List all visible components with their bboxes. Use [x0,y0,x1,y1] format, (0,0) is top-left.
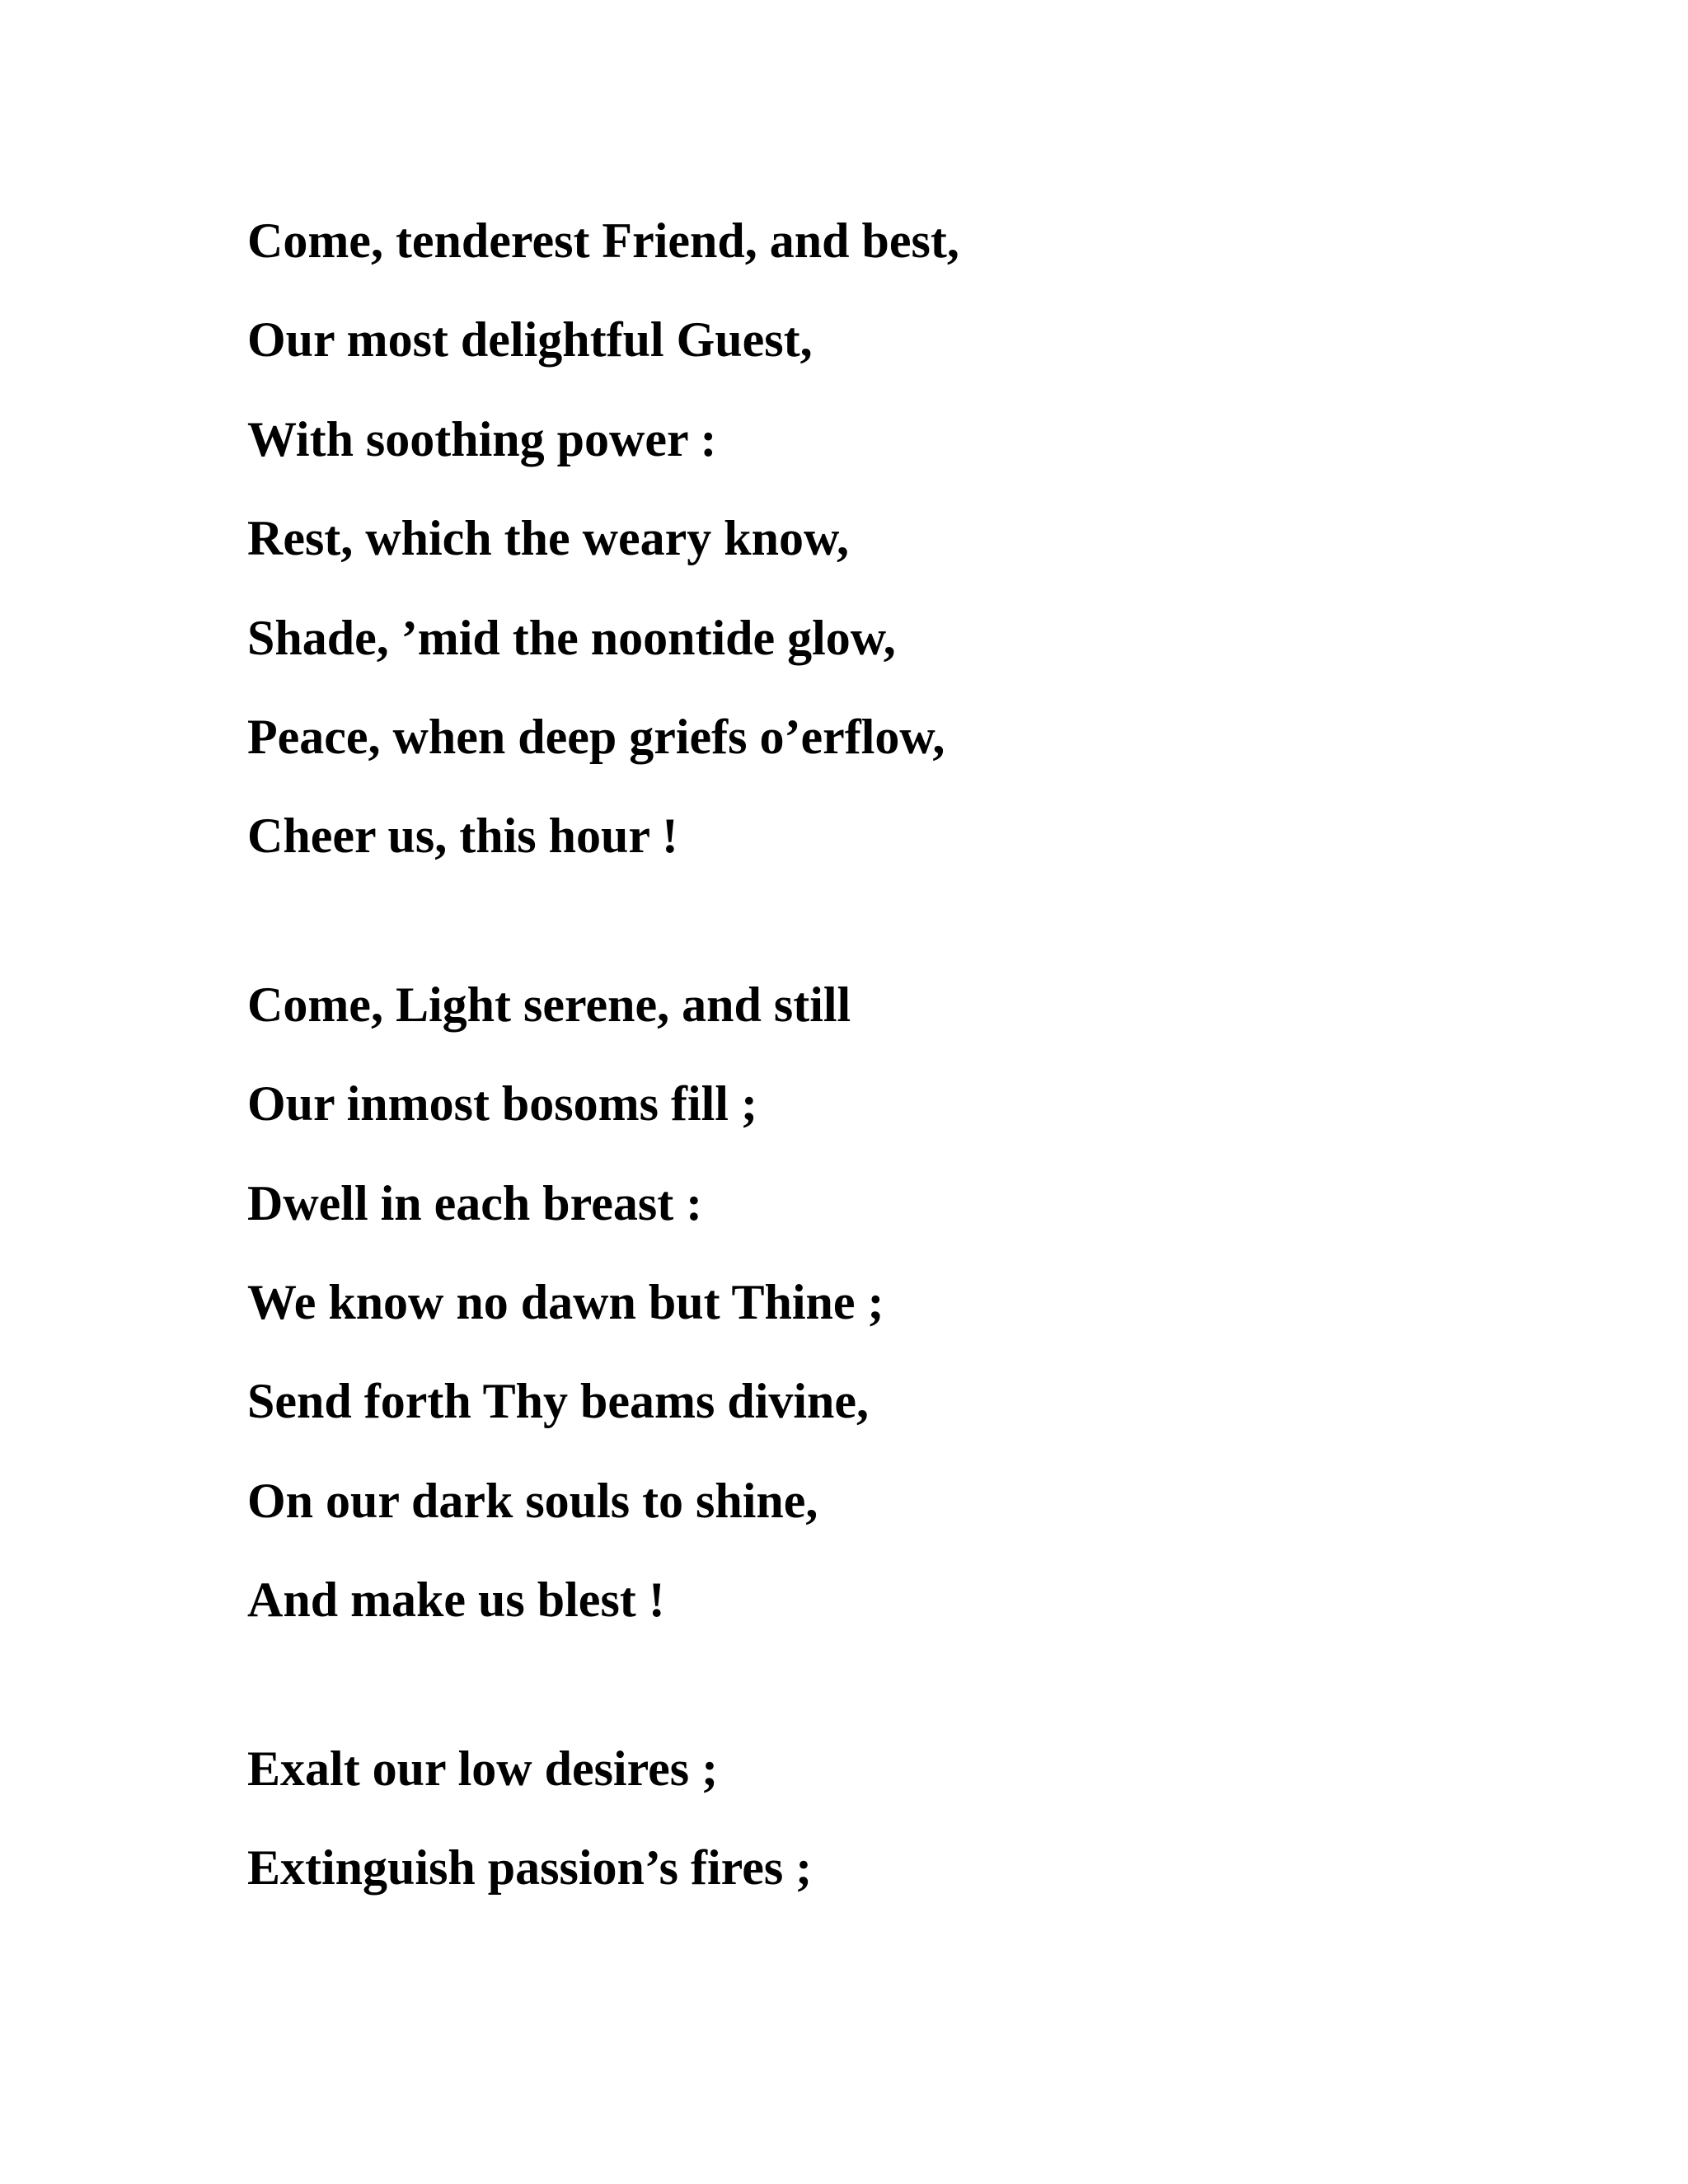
stanza-2 [247,955,1566,1650]
poem-line: Dwell in each breast : [247,1175,703,1230]
poem-line: Cheer us, this hour ! [247,808,678,864]
poem-line: Shade, ’mid the noontide glow, [247,610,896,665]
stanza-1 [247,191,1566,886]
poem-line: Our most delightful Guest, [247,312,813,368]
poem-line: Peace, when deep griefs o’erflow, [247,710,945,765]
poem-line: Exalt our low desires ; [247,1741,719,1796]
stanza-3 [247,1719,1566,1918]
poem-line: With soothing power : [247,411,717,466]
poem-body [247,191,1566,1918]
poem-line: Send forth Thy beams divine, [247,1374,870,1429]
poem-line: Rest, which the weary know, [247,511,849,566]
poem-line: On our dark souls to shine, [247,1473,818,1528]
poem-line: And make us blest ! [247,1572,665,1628]
poem-line: Our inmost bosoms fill ; [247,1076,757,1132]
poem-line: We know no dawn but Thine ; [247,1275,884,1330]
poem-line: Come, tenderest Friend, and best, [247,213,959,268]
poem-line: Extinguish passion’s fires ; [247,1840,813,1896]
poem-line: Come, Light serene, and still [247,977,851,1032]
